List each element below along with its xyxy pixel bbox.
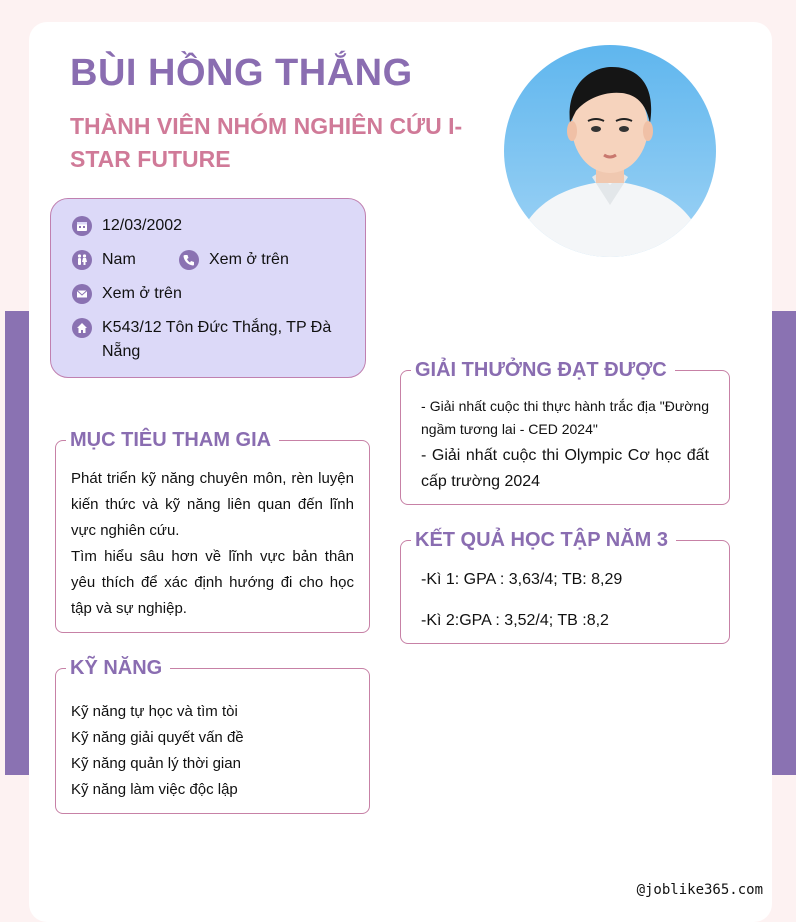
birthday-value: 12/03/2002 (102, 217, 183, 234)
right-accent-bar (772, 311, 796, 775)
result-item: -Kì 1: GPA : 3,63/4; TB: 8,29 (421, 571, 623, 588)
result-item: -Kì 2:GPA : 3,52/4; TB :8,2 (421, 612, 609, 629)
skill-item: Kỹ năng làm việc độc lập (71, 781, 238, 798)
skill-item: Kỹ năng tự học và tìm tòi (71, 703, 238, 720)
contact-gender (72, 248, 136, 272)
award-item: - Giải nhất cuộc thi thực hành trắc địa "Đường ngầm tương lai - CED 2024" (421, 398, 709, 437)
address-value: K543/12 Tôn Đức Thắng, TP Đà Nẵng (102, 319, 332, 360)
objective-paragraph: Phát triển kỹ năng chuyên môn, rèn luyện kiến thức và kỹ năng liên quan đến lĩnh vực nghiên cứu. (71, 470, 354, 539)
skills-list (71, 699, 354, 803)
objective-section (55, 429, 370, 633)
email-value: Xem ở trên (102, 285, 182, 302)
skill-item: Kỹ năng giải quyết vấn đề (71, 729, 244, 746)
skill-item: Kỹ năng quản lý thời gian (71, 755, 241, 772)
gender-icon (72, 250, 92, 270)
calendar-icon (72, 216, 92, 236)
contact-box (50, 198, 366, 378)
awards-section (400, 359, 730, 505)
left-accent-bar (5, 311, 29, 775)
gender-value: Nam (102, 251, 136, 268)
phone-icon (179, 250, 199, 270)
candidate-name: BÙI HỒNG THẮNG (70, 52, 413, 94)
awards-title: GIẢI THƯỞNG ĐẠT ĐƯỢC (411, 357, 675, 383)
contact-phone (179, 248, 289, 272)
objective-title: MỤC TIÊU THAM GIA (66, 427, 279, 453)
contact-address (72, 316, 342, 364)
objective-paragraph: Tìm hiểu sâu hơn về lĩnh vực bản thân yêu thích để xác định hướng đi cho học tập và sự nghiệp. (71, 548, 354, 617)
home-icon (72, 318, 92, 338)
skills-section (55, 657, 370, 814)
awards-list (421, 395, 709, 495)
results-list (421, 567, 714, 634)
avatar (504, 45, 716, 257)
award-item: - Giải nhất cuộc thi Olympic Cơ học đất cấp trường 2024 (421, 447, 709, 490)
skills-title: KỸ NĂNG (66, 655, 170, 681)
contact-birthday (72, 214, 182, 238)
phone-value: Xem ở trên (209, 251, 289, 268)
objective-body (71, 466, 354, 622)
candidate-role: THÀNH VIÊN NHÓM NGHIÊN CỨU I-STAR FUTURE (70, 113, 463, 172)
results-section (400, 529, 730, 644)
contact-email (72, 282, 182, 306)
footer-watermark: @joblike365.com (636, 882, 763, 898)
mail-icon (72, 284, 92, 304)
results-title: KẾT QUẢ HỌC TẬP NĂM 3 (411, 527, 676, 553)
